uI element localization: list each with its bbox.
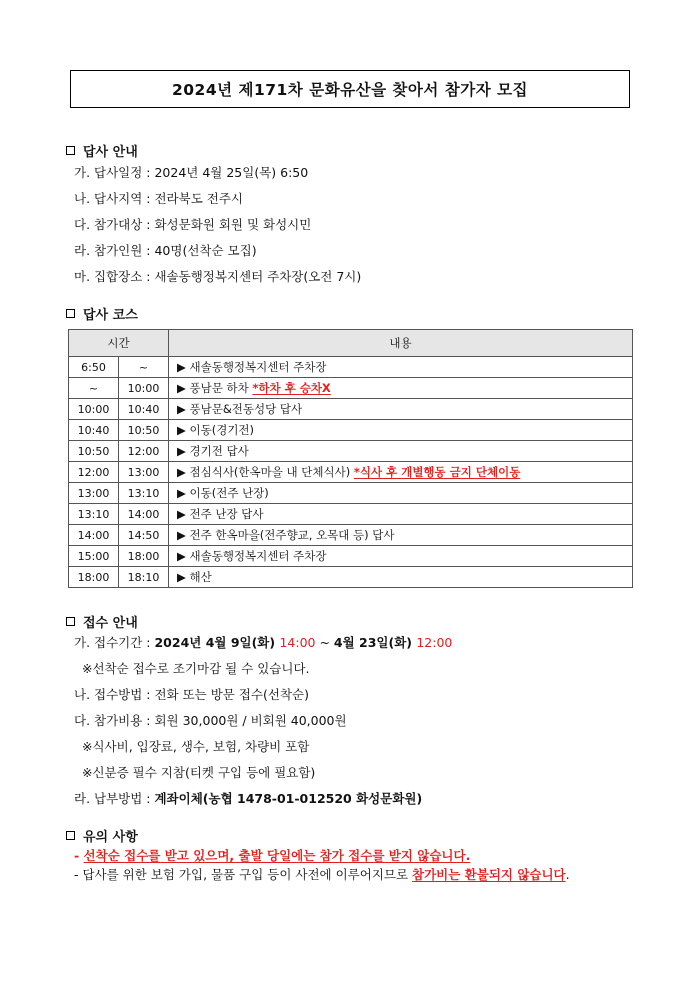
section-heading-tour-info (66, 141, 138, 160)
table-row (69, 378, 633, 399)
time-start-cell: 14:00 (69, 525, 119, 546)
time-start-cell: 6:50 (69, 357, 119, 378)
section-heading-registration (66, 612, 138, 631)
table-row (69, 525, 633, 546)
notice-line-2: - 답사를 위한 보험 가입, 물품 구입 등이 사전에 이루어지므로 참가비는 환불되지 않습니다. (74, 867, 570, 882)
time-start-cell: 18:00 (69, 567, 119, 588)
time-end-cell: 18:10 (119, 567, 169, 588)
content-cell: ▶ 새솔동행정복지센터 주차장 (169, 546, 633, 567)
warning-note: *식사 후 개별행동 금지 단체이동 (353, 465, 521, 479)
time-end-cell: 10:00 (119, 378, 169, 399)
participation-fee: 다. 참가비용 : 회원 30,000원 / 비회원 40,000원 (74, 713, 347, 728)
time-end-cell: ~ (119, 357, 169, 378)
page-title: 2024년 제171차 문화유산을 찾아서 참가자 모집 (70, 70, 630, 108)
section-heading-course (66, 304, 138, 323)
time-end-cell: 12:00 (119, 441, 169, 462)
registration-period: 가. 접수기간 : 2024년 4월 9일(화) 14:00 ~ 4월 23일(화) 12:00 (74, 635, 453, 650)
warning-note: *하차 후 승차X (252, 381, 331, 395)
payment-method: 라. 납부방법 : 계좌이체(농협 1478-01-012520 화성문화원) (74, 791, 423, 806)
section-heading-text: 유의 사항 (83, 830, 138, 845)
table-row (69, 420, 633, 441)
table-row (69, 357, 633, 378)
registration-note: ※선착순 접수로 조기마감 될 수 있습니다. (82, 661, 310, 676)
time-start-cell: 10:40 (69, 420, 119, 441)
col-header-time: 시간 (69, 330, 169, 357)
content-cell: ▶ 경기전 답사 (169, 441, 633, 462)
time-end-cell: 13:00 (119, 462, 169, 483)
tour-info-item: 마. 집합장소 : 새솔동행정복지센터 주차장(오전 7시) (74, 269, 362, 284)
time-end-cell: 10:40 (119, 399, 169, 420)
tour-info-item: 가. 답사일정 : 2024년 4월 25일(목) 6:50 (74, 165, 309, 180)
tour-info-item: 다. 참가대상 : 화성문화원 회원 및 화성시민 (74, 217, 312, 232)
time-start-cell: 10:00 (69, 399, 119, 420)
section-heading-text: 접수 안내 (83, 616, 138, 631)
content-cell: ▶ 이동(전주 난장) (169, 483, 633, 504)
table-row (69, 504, 633, 525)
section-heading-text: 답사 코스 (83, 308, 138, 323)
time-end-cell: 14:00 (119, 504, 169, 525)
content-cell: ▶ 새솔동행정복지센터 주차장 (169, 357, 633, 378)
time-start-cell: ~ (69, 378, 119, 399)
tour-info-item: 라. 참가인원 : 40명(선착순 모집) (74, 243, 257, 258)
table-row (69, 462, 633, 483)
col-header-content: 내용 (169, 330, 633, 357)
content-cell: ▶ 해산 (169, 567, 633, 588)
time-end-cell: 13:10 (119, 483, 169, 504)
fee-note-included: ※식사비, 입장료, 생수, 보험, 차량비 포함 (82, 739, 310, 754)
course-table (68, 329, 633, 588)
time-end-cell: 10:50 (119, 420, 169, 441)
table-row (69, 399, 633, 420)
content-cell: ▶ 풍남문&전동성당 답사 (169, 399, 633, 420)
content-cell: ▶ 전주 난장 답사 (169, 504, 633, 525)
tour-info-item: 나. 답사지역 : 전라북도 전주시 (74, 191, 243, 206)
section-heading-notice (66, 826, 138, 845)
content-cell: ▶ 점심식사(한옥마을 내 단체식사) *식사 후 개별행동 금지 단체이동 (169, 462, 633, 483)
content-cell: ▶ 풍남문 하차 *하차 후 승차X (169, 378, 633, 399)
checkbox-square-icon (66, 146, 75, 155)
checkbox-square-icon (66, 309, 75, 318)
fee-note-id: ※신분증 필수 지참(티켓 구입 등에 필요함) (82, 765, 316, 780)
time-start-cell: 13:00 (69, 483, 119, 504)
notice-line-1: - 선착순 접수를 받고 있으며, 출발 당일에는 참가 접수를 받지 않습니다. (74, 848, 471, 863)
content-cell: ▶ 이동(경기전) (169, 420, 633, 441)
time-end-cell: 14:50 (119, 525, 169, 546)
time-start-cell: 13:10 (69, 504, 119, 525)
table-row (69, 441, 633, 462)
table-row (69, 567, 633, 588)
section-heading-text: 답사 안내 (83, 145, 138, 160)
content-cell: ▶ 전주 한옥마을(전주향교, 오목대 등) 답사 (169, 525, 633, 546)
time-start-cell: 12:00 (69, 462, 119, 483)
time-start-cell: 15:00 (69, 546, 119, 567)
checkbox-square-icon (66, 831, 75, 840)
checkbox-square-icon (66, 617, 75, 626)
table-row (69, 483, 633, 504)
time-end-cell: 18:00 (119, 546, 169, 567)
registration-method: 나. 접수방법 : 전화 또는 방문 접수(선착순) (74, 687, 309, 702)
table-row (69, 546, 633, 567)
time-start-cell: 10:50 (69, 441, 119, 462)
